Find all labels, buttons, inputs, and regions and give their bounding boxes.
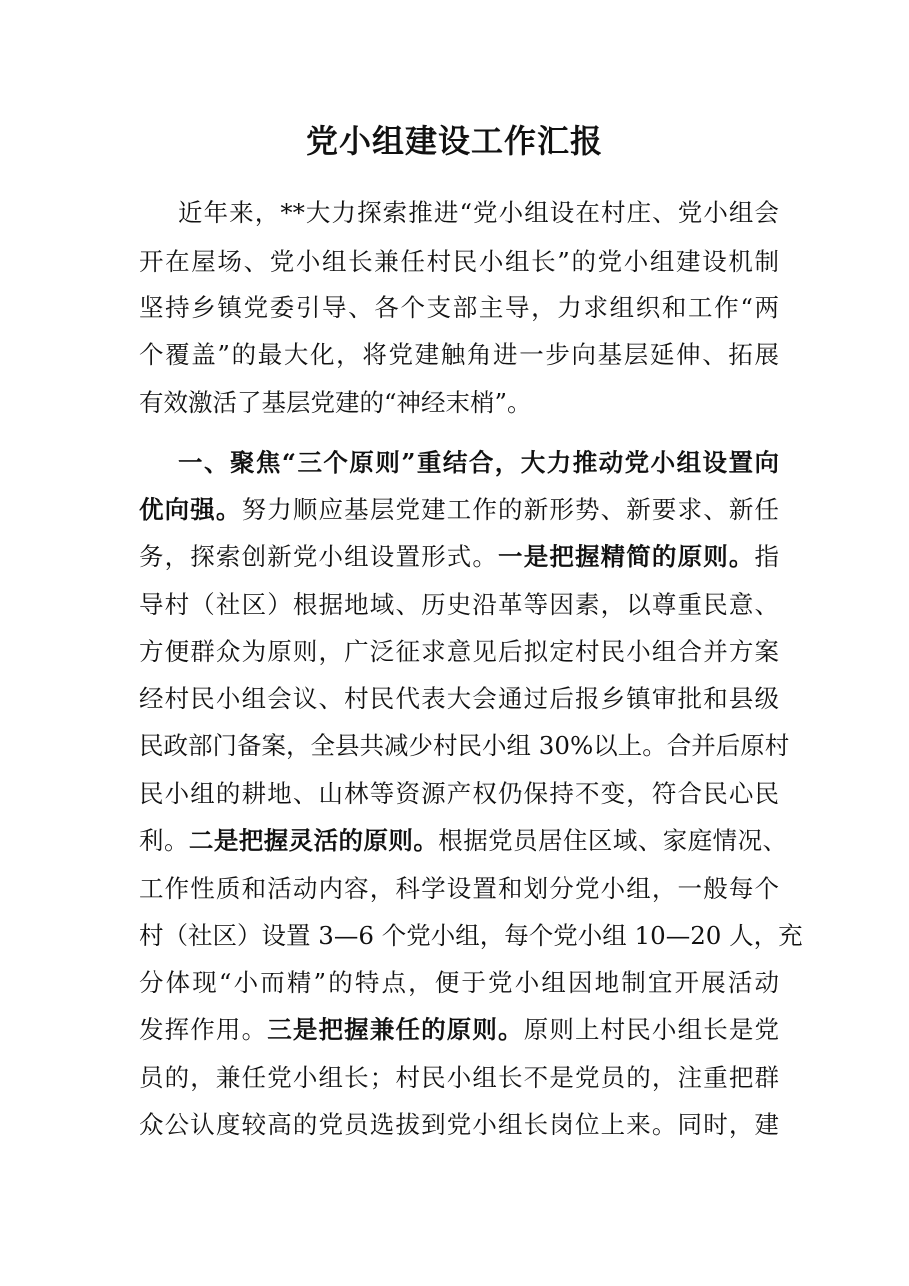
section1-line-2 (139, 488, 779, 532)
section1-line-12: 分体现“小而精”的特点，便于党小组因地制宜开展活动 (139, 968, 779, 997)
principle-3-heading: 三是把握兼任的原则。 (267, 1015, 524, 1044)
intro-line-4: 个覆盖”的最大化，将党建触角进一步向基层延伸、拓展 (139, 340, 779, 369)
section1-heading-line-1 (178, 441, 779, 485)
section1-line-14: 员的，兼任党小组长；村民小组长不是党员的，注重把群 (139, 1063, 779, 1092)
section1-text: 根据党员居住区域、家庭情况、 (438, 826, 788, 855)
section1-line-9 (139, 819, 787, 863)
section1-line-11: 村（社区）设置 3—6 个党小组，每个党小组 10—20 人，充 (139, 921, 803, 950)
section1-text: 指 (754, 542, 780, 571)
section1-text: 努力顺应基层党建工作的新形势、新要求、新任 (241, 495, 780, 524)
section1-line-8: 民小组的耕地、山林等资源产权仍保持不变，符合民心民 (139, 779, 779, 808)
section1-line-3 (139, 535, 779, 579)
page-title: 党小组建设工作汇报 (305, 122, 603, 160)
intro-line-3: 坚持乡镇党委引导、各个支部主导，力求组织和工作“两 (139, 293, 779, 322)
section1-line-10: 工作性质和活动内容，科学设置和划分党小组，一般每个 (139, 874, 779, 903)
section1-heading-tail: 优向强。 (139, 495, 242, 524)
section1-line-6: 经村民小组会议、村民代表大会通过后报乡镇审批和县级 (139, 684, 779, 713)
intro-line-1: 近年来，**大力探索推进“党小组设在村庄、党小组会 (178, 198, 779, 227)
section1-line-7: 民政部门备案，全县共减少村民小组 30%以上。合并后原村 (139, 731, 790, 760)
section1-line-5: 方便群众为原则，广泛征求意见后拟定村民小组合并方案 (139, 637, 779, 666)
section1-line-15: 众公认度较高的党员选拔到党小组长岗位上来。同时，建 (139, 1110, 779, 1139)
section1-text: 利。 (139, 826, 189, 855)
intro-line-5: 有效激活了基层党建的“神经末梢”。 (139, 388, 532, 417)
section1-text: 务，探索创新党小组设置形式。 (139, 542, 499, 571)
principle-2-heading: 二是把握灵活的原则。 (188, 826, 439, 855)
intro-line-2: 开在屋场、党小组长兼任村民小组长”的党小组建设机制 (139, 247, 779, 276)
section1-heading-text: 一、聚焦“三个原则”重结合，大力推动党小组设置向 (178, 448, 779, 477)
section1-text: 发挥作用。 (139, 1015, 268, 1044)
principle-1-heading: 一是把握精简的原则。 (498, 542, 755, 571)
section1-line-4: 导村（社区）根据地域、历史沿革等因素，以尊重民意、 (139, 590, 779, 619)
section1-text: 原则上村民小组长是党 (523, 1015, 780, 1044)
section1-line-13 (139, 1008, 779, 1052)
